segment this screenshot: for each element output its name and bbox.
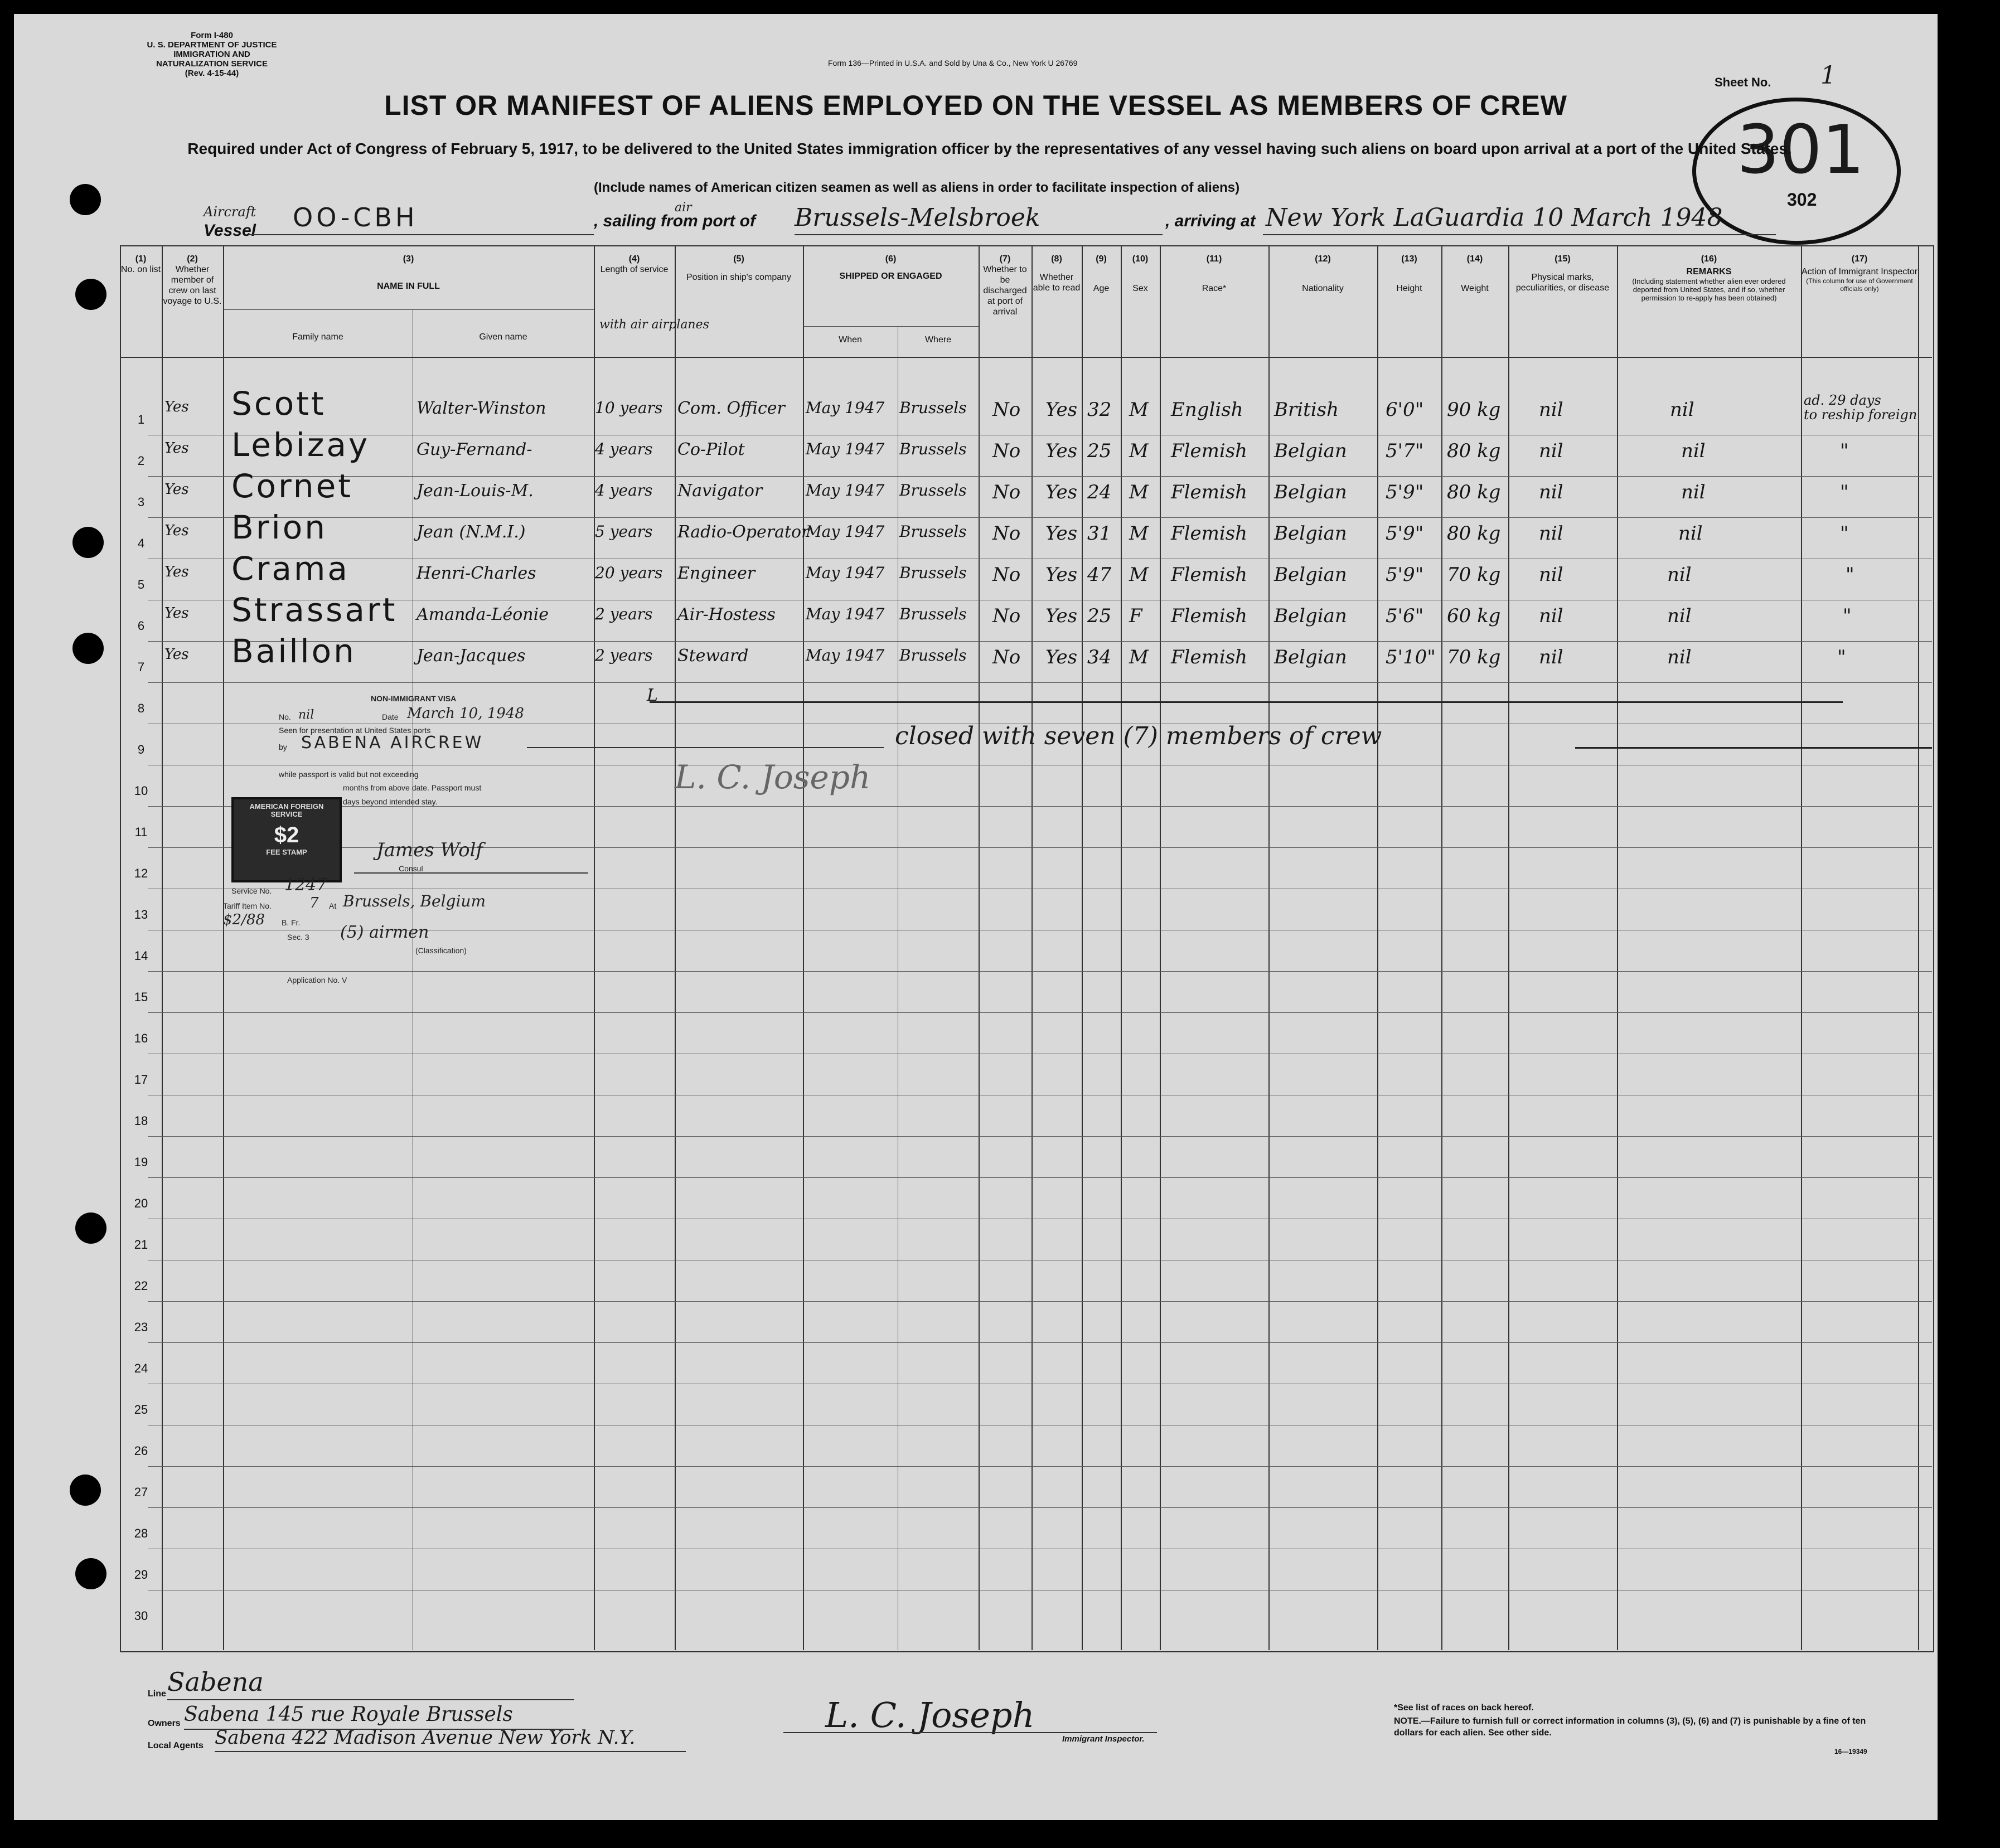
- prior-voyage: Yes: [164, 522, 189, 539]
- discharged: No: [992, 399, 1021, 421]
- remarks: nil: [1670, 399, 1694, 421]
- row-number: 9: [137, 743, 145, 756]
- row-number: 7: [137, 660, 145, 674]
- punch-hole: [75, 1558, 106, 1589]
- form-block: [139, 31, 284, 78]
- height: 6'0": [1386, 399, 1424, 421]
- shipped-where: Brussels: [899, 646, 967, 664]
- physical-marks: nil: [1539, 399, 1563, 421]
- row-number: 2: [137, 454, 145, 468]
- shipped-when: May 1947: [806, 440, 885, 458]
- row-number: 5: [137, 578, 145, 591]
- col-header-6: (6) SHIPPED OR ENGAGED: [839, 254, 942, 281]
- vessel-underline: [248, 234, 594, 235]
- column-divider: [1617, 245, 1618, 1650]
- able-to-read: Yes: [1045, 522, 1078, 545]
- position: Radio-Operator: [677, 522, 810, 542]
- column-divider: [803, 245, 804, 1650]
- application-label: Application No. V: [287, 976, 347, 984]
- consul-rule: [354, 872, 588, 874]
- fee-stamp-header: AMERICAN FOREIGN SERVICE: [249, 802, 324, 818]
- row-number: 4: [137, 536, 145, 550]
- inspector-action: ad. 29 days to reship foreign: [1804, 392, 1917, 423]
- remarks: nil: [1667, 605, 1692, 627]
- row-number: 6: [137, 619, 145, 633]
- prior-voyage: Yes: [164, 564, 189, 580]
- weight: 70 kg: [1447, 646, 1501, 668]
- col-header-13: (13) Height: [1396, 254, 1422, 293]
- inspector-action: ": [1846, 564, 1854, 586]
- col-header-7: (7) Whether to be discharged at port of arrival: [983, 254, 1027, 317]
- length-of-service: 20 years: [595, 564, 663, 582]
- nationality: Belgian: [1274, 605, 1347, 627]
- sheet-no-value: 1: [1820, 61, 1836, 90]
- closing-rule: [650, 701, 1843, 703]
- vessel-name: OO-CBH: [293, 202, 418, 232]
- row-rule: [148, 641, 1932, 642]
- sex: M: [1129, 440, 1149, 462]
- row-number: 10: [134, 784, 148, 798]
- physical-marks: nil: [1539, 522, 1563, 545]
- weight: 80 kg: [1447, 522, 1501, 545]
- arriving-label: , arriving at: [1165, 212, 1256, 230]
- service-no-value: 1247: [284, 875, 327, 895]
- agents-value: Sabena 422 Madison Avenue New York N.Y.: [215, 1726, 636, 1749]
- punch-hole: [75, 279, 106, 310]
- row-number: 23: [134, 1320, 148, 1334]
- punch-hole: [72, 527, 104, 558]
- sex: M: [1129, 481, 1149, 503]
- shipped-when: May 1947: [806, 564, 885, 582]
- discharged: No: [992, 564, 1021, 586]
- race: Flemish: [1171, 564, 1248, 586]
- column-divider: [1082, 245, 1083, 1650]
- row-number: 12: [134, 866, 148, 880]
- age: 24: [1087, 481, 1112, 503]
- classification-label: (Classification): [415, 946, 467, 955]
- row-number: 15: [134, 990, 148, 1004]
- col-header-4: (4) Length of service: [600, 254, 669, 274]
- owners-label: Owners: [148, 1719, 181, 1728]
- column-divider: [979, 245, 980, 1650]
- physical-marks: nil: [1539, 646, 1563, 668]
- footer-inspector-signature: L. C. Joseph: [825, 1695, 1035, 1735]
- closing-rule-right: [1575, 747, 1932, 749]
- age: 31: [1087, 522, 1112, 545]
- visa-title: NON-IMMIGRANT VISA: [371, 694, 457, 703]
- punch-hole: [75, 1212, 106, 1244]
- departure-port: Brussels-Melsbroek: [795, 203, 1040, 232]
- age: 25: [1087, 440, 1112, 462]
- able-to-read: Yes: [1045, 646, 1078, 668]
- height: 5'9": [1386, 564, 1424, 586]
- row-number: 25: [134, 1403, 148, 1417]
- given-name-header: Given name: [479, 332, 527, 342]
- physical-marks: nil: [1539, 605, 1563, 627]
- visa-validity-2: months from above date. Passport must: [343, 783, 482, 792]
- family-name: Baillon: [231, 632, 356, 670]
- sex: M: [1129, 646, 1149, 668]
- row-rule: [148, 1177, 1932, 1178]
- bp-label: B. Fr.: [282, 918, 301, 927]
- height: 5'9": [1386, 481, 1424, 503]
- visa-by-label: by: [279, 743, 287, 751]
- shipped-where: Brussels: [899, 440, 967, 458]
- family-name: Cornet: [231, 467, 353, 505]
- manifest-page: [14, 14, 1938, 1820]
- shipped-when: May 1947: [806, 522, 885, 541]
- weight: 80 kg: [1447, 440, 1501, 462]
- remarks: nil: [1681, 440, 1706, 462]
- header-divider: [120, 357, 1932, 358]
- vessel-label: Vessel: [204, 221, 256, 240]
- row-number: 26: [134, 1444, 148, 1458]
- instruction: (Include names of American citizen seamen as well as aliens in order to facilitate inspection of aliens): [594, 180, 1240, 195]
- weight: 70 kg: [1447, 564, 1501, 586]
- column-divider: [1918, 245, 1919, 1650]
- col-header-15: (15) Physical marks, peculiarities, or disease: [1515, 254, 1610, 293]
- airplanes-annotation: with air airplanes: [599, 318, 709, 332]
- classification-value: (5) airmen: [340, 923, 429, 942]
- length-of-service: 10 years: [595, 399, 663, 417]
- row-rule: [148, 971, 1932, 972]
- page-title: LIST OR MANIFEST OF ALIENS EMPLOYED ON THE VESSEL AS MEMBERS OF CREW: [384, 90, 1567, 121]
- age: 25: [1087, 605, 1112, 627]
- section-label: Sec. 3: [287, 933, 309, 942]
- race: Flemish: [1171, 605, 1248, 627]
- family-name: Scott: [231, 385, 326, 423]
- closing-rule-left: [527, 747, 884, 748]
- tariff-value: 7: [309, 895, 319, 911]
- visa-date-label: Date: [382, 712, 399, 721]
- row-number: 29: [134, 1568, 148, 1582]
- discharged: No: [992, 522, 1021, 545]
- row-number: 27: [134, 1485, 148, 1499]
- shipped-when: May 1947: [806, 399, 885, 417]
- position: Steward: [677, 646, 749, 666]
- race: Flemish: [1171, 481, 1248, 503]
- prior-voyage: Yes: [164, 440, 189, 457]
- column-divider: [675, 245, 676, 1650]
- shipped-when: May 1947: [806, 646, 885, 664]
- row-number: 21: [134, 1238, 148, 1252]
- visa-validity-3: days beyond intended stay.: [343, 797, 438, 806]
- prior-voyage: Yes: [164, 605, 189, 622]
- length-of-service: 2 years: [595, 605, 653, 623]
- line-underline: [167, 1699, 574, 1700]
- length-of-service: 2 years: [595, 646, 653, 664]
- port-underline: [795, 234, 1163, 235]
- aircraft-annotation: Aircraft: [204, 204, 256, 220]
- sex: F: [1129, 605, 1142, 627]
- punch-hole: [70, 1474, 101, 1506]
- service-no-label: Service No.: [231, 886, 272, 895]
- length-of-service: 4 years: [595, 481, 653, 499]
- inspector-signature: L. C. Joseph: [675, 758, 871, 796]
- bp-note: $2/88: [223, 911, 265, 928]
- column-divider: [1160, 245, 1161, 1650]
- fee-stamp-amount: $2: [274, 823, 299, 847]
- visa-validity-1: while passport is valid but not exceeding: [279, 770, 419, 779]
- punch-hole: [72, 633, 104, 664]
- shipped-where: Brussels: [899, 564, 967, 582]
- family-name-header: Family name: [292, 332, 343, 342]
- family-name: Lebizay: [231, 426, 370, 464]
- position: Engineer: [677, 564, 756, 583]
- revision: (Rev. 4-15-44): [185, 69, 239, 78]
- prior-voyage: Yes: [164, 646, 189, 663]
- line-label: Line: [148, 1689, 166, 1699]
- closing-note: closed with seven (7) members of crew: [895, 722, 1382, 750]
- col-header-5: (5) Position in ship's company: [686, 254, 792, 282]
- when-header: When: [839, 335, 862, 345]
- visa-date-value: March 10, 1948: [407, 705, 524, 722]
- printer-line: Form 136—Printed in U.S.A. and Sold by Una & Co., New York U 26769: [828, 59, 1078, 67]
- height: 5'7": [1386, 440, 1424, 462]
- shipped-where: Brussels: [899, 399, 967, 417]
- column-divider: [1121, 245, 1122, 1650]
- owners-value: Sabena 145 rue Royale Brussels: [184, 1703, 513, 1726]
- row-number: 22: [134, 1279, 148, 1293]
- age: 47: [1087, 564, 1112, 586]
- inspector-caption: Immigrant Inspector.: [1062, 1734, 1145, 1744]
- weight: 80 kg: [1447, 481, 1501, 503]
- row-number: 18: [134, 1114, 148, 1128]
- race: Flemish: [1171, 522, 1248, 545]
- col-header-16: (16) REMARKS (Including statement whether alien ever ordered deported from United States, and if so, whether permission to re-apply has been obtained): [1632, 254, 1786, 302]
- col-header-8: (8) Whether able to read: [1033, 254, 1081, 293]
- race: Flemish: [1171, 440, 1248, 462]
- arrival-underline: [1263, 234, 1776, 235]
- height: 5'6": [1386, 605, 1424, 627]
- col-header-9: (9) Age: [1093, 254, 1110, 293]
- visa-presentation: Seen for presentation at United States ports: [279, 726, 431, 735]
- given-name: Guy-Fernand-: [417, 440, 532, 459]
- column-divider: [223, 245, 224, 1650]
- given-name: Jean-Louis-M.: [417, 481, 534, 501]
- shipped-where: Brussels: [899, 481, 967, 499]
- physical-marks: nil: [1539, 481, 1563, 503]
- family-name: Strassart: [231, 591, 398, 629]
- row-number: 8: [137, 701, 145, 715]
- air-annotation: air: [675, 201, 692, 215]
- nationality: Belgian: [1274, 564, 1347, 586]
- consul-title: Consul: [399, 864, 423, 873]
- nationality: Belgian: [1274, 646, 1347, 668]
- able-to-read: Yes: [1045, 564, 1078, 586]
- row-number: 17: [134, 1073, 148, 1087]
- subtitle: Required under Act of Congress of February 5, 1917, to be delivered to the United States immigration officer by the representatives of any vessel having such aliens on board upon arrival at a port of the United States.: [187, 140, 1792, 157]
- sailing-from-label: , sailing from port of: [594, 212, 756, 230]
- column-divider: [1268, 245, 1270, 1650]
- column-divider: [1508, 245, 1509, 1650]
- print-code: 16—19349: [1834, 1748, 1867, 1755]
- shipped-when: May 1947: [806, 481, 885, 499]
- department: U. S. DEPARTMENT OF JUSTICE: [147, 40, 277, 50]
- position: Co-Pilot: [677, 440, 745, 459]
- name-subheader-line: [223, 309, 594, 310]
- sex: M: [1129, 522, 1149, 545]
- able-to-read: Yes: [1045, 481, 1078, 503]
- nationality: British: [1274, 399, 1339, 421]
- sex: M: [1129, 564, 1149, 586]
- nationality: Belgian: [1274, 522, 1347, 545]
- race: Flemish: [1171, 646, 1248, 668]
- col-header-17: (17) Action of Immigrant Inspector (This column for use of Government officials only): [1801, 254, 1918, 293]
- family-name: Crama: [231, 550, 350, 588]
- nationality: Belgian: [1274, 440, 1347, 462]
- remarks: nil: [1681, 481, 1706, 503]
- age: 32: [1087, 399, 1112, 421]
- discharged: No: [992, 646, 1021, 668]
- end-mark: L: [647, 686, 658, 705]
- row-number: 1: [137, 413, 145, 426]
- physical-marks: nil: [1539, 564, 1563, 586]
- line-value: Sabena: [167, 1667, 264, 1697]
- weight: 90 kg: [1447, 399, 1501, 421]
- col-header-3: (3) NAME IN FULL: [377, 254, 440, 291]
- vessel-line: [204, 203, 256, 242]
- form-number: Form I-480: [191, 31, 233, 40]
- races-note: *See list of races on back hereof.: [1394, 1703, 1534, 1713]
- at-value: Brussels, Belgium: [343, 892, 486, 910]
- row-number: 20: [134, 1196, 148, 1210]
- row-number: 30: [134, 1609, 148, 1623]
- at-label: At: [329, 901, 337, 910]
- given-name: Henri-Charles: [417, 564, 536, 583]
- column-divider: [1032, 245, 1033, 1650]
- discharged: No: [992, 481, 1021, 503]
- stamped-number: 302: [1787, 190, 1817, 210]
- service: IMMIGRATION AND NATURALIZATION SERVICE: [156, 50, 268, 69]
- sheet-no-label: Sheet No.: [1715, 75, 1771, 89]
- given-name: Walter-Winston: [417, 399, 546, 418]
- column-divider: [1441, 245, 1442, 1650]
- age: 34: [1087, 646, 1112, 668]
- row-rule: [148, 682, 1932, 683]
- length-of-service: 5 years: [595, 522, 653, 541]
- penalty-note: NOTE.—Failure to furnish full or correct information in columns (3), (5), (6) and (7) is punishable by a fine of ten dollars for each alien. See other side.: [1394, 1716, 1866, 1738]
- prior-voyage: Yes: [164, 481, 189, 498]
- family-name: Brion: [231, 508, 327, 546]
- given-name: Amanda-Léonie: [417, 605, 549, 624]
- column-divider: [1801, 245, 1802, 1650]
- row-number: 14: [134, 949, 148, 963]
- crew-table: [120, 245, 1934, 1652]
- height: 5'9": [1386, 522, 1424, 545]
- remarks: nil: [1667, 564, 1692, 586]
- discharged: No: [992, 605, 1021, 627]
- position: Navigator: [677, 481, 763, 501]
- row-rule: [148, 1342, 1932, 1343]
- row-rule: [148, 476, 1932, 477]
- inspector-action: ": [1840, 440, 1849, 462]
- row-number: 16: [134, 1031, 148, 1045]
- sex: M: [1129, 399, 1149, 421]
- col-header-2: (2) Whether member of crew on last voyage to U.S.: [163, 254, 222, 306]
- agents-label: Local Agents: [148, 1741, 204, 1750]
- discharged: No: [992, 440, 1021, 462]
- col-header-10: (10) Sex: [1132, 254, 1149, 293]
- row-rule: [148, 1136, 1932, 1137]
- inspector-action: ": [1840, 522, 1849, 545]
- row-rule: [148, 1507, 1932, 1508]
- weight: 60 kg: [1447, 605, 1501, 627]
- visa-no-label: No.: [279, 712, 291, 721]
- able-to-read: Yes: [1045, 399, 1078, 421]
- shipped-where: Brussels: [899, 605, 967, 623]
- inspector-underline: [783, 1732, 1157, 1733]
- fee-stamp-label: FEE STAMP: [266, 848, 307, 856]
- row-rule: [148, 1466, 1932, 1467]
- able-to-read: Yes: [1045, 605, 1078, 627]
- visa-no-value: nil: [298, 708, 314, 722]
- length-of-service: 4 years: [595, 440, 653, 458]
- row-rule: [148, 806, 1932, 807]
- consul-signature: James Wolf: [376, 839, 483, 861]
- col-header-12: (12) Nationality: [1302, 254, 1344, 293]
- col-header-11: (11) Race*: [1202, 254, 1227, 293]
- where-header: Where: [924, 335, 952, 345]
- race: English: [1171, 399, 1243, 421]
- given-name: Jean-Jacques: [417, 646, 526, 666]
- shipped-where: Brussels: [899, 522, 967, 541]
- given-name: Jean (N.M.I.): [417, 522, 526, 542]
- nationality: Belgian: [1274, 481, 1347, 503]
- physical-marks: nil: [1539, 440, 1563, 462]
- column-divider: [1377, 245, 1378, 1650]
- inspector-action: ": [1843, 605, 1852, 627]
- circled-number-value: 301: [1737, 111, 1865, 189]
- inspector-action: ": [1837, 646, 1846, 668]
- row-number: 28: [134, 1526, 148, 1540]
- col-header-1: (1) No. on list: [120, 254, 161, 274]
- row-rule: [148, 1301, 1932, 1302]
- row-number: 11: [134, 825, 148, 839]
- shipped-subheader-line: [803, 326, 979, 327]
- position: Com. Officer: [677, 399, 785, 418]
- agents-underline: [215, 1751, 686, 1752]
- position: Air-Hostess: [677, 605, 776, 624]
- row-number: 13: [134, 908, 148, 921]
- row-number: 3: [137, 495, 145, 509]
- remarks: nil: [1667, 646, 1692, 668]
- able-to-read: Yes: [1045, 440, 1078, 462]
- row-number: 19: [134, 1155, 148, 1169]
- row-number: 24: [134, 1361, 148, 1375]
- row-rule: [148, 517, 1932, 518]
- height: 5'10": [1386, 646, 1436, 668]
- punch-hole: [70, 184, 101, 215]
- inspector-action: ": [1840, 481, 1849, 503]
- prior-voyage: Yes: [164, 399, 189, 415]
- row-rule: [148, 1012, 1932, 1013]
- visa-by-value: SABENA AIRCREW: [301, 733, 484, 753]
- arrival-details: New York LaGuardia 10 March 1948: [1266, 203, 1723, 232]
- fee-stamp: [231, 797, 342, 882]
- col-header-14: (14) Weight: [1461, 254, 1489, 293]
- remarks: nil: [1678, 522, 1703, 545]
- tariff-label: Tariff Item No.: [223, 901, 272, 910]
- shipped-when: May 1947: [806, 605, 885, 623]
